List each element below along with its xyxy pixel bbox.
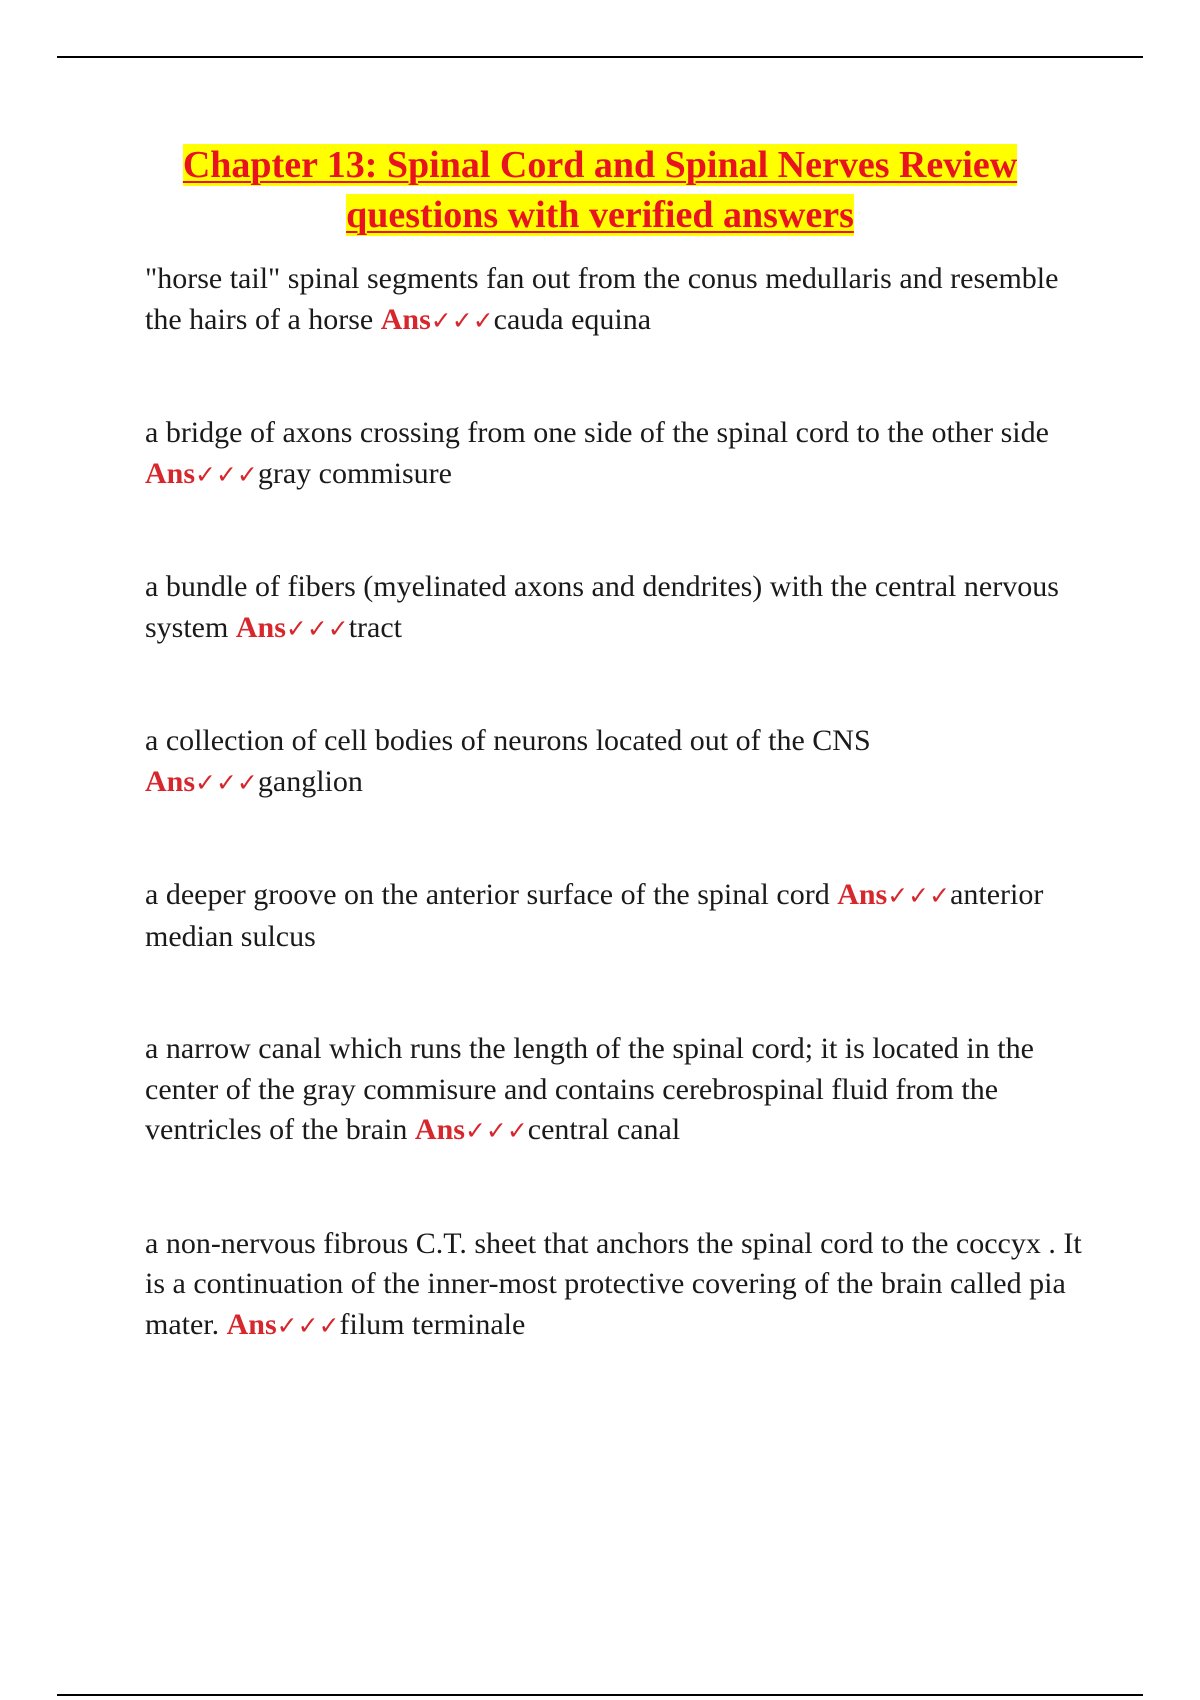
- answer-label: Ans: [414, 1113, 465, 1146]
- answer-text: anterior median sulcus: [145, 878, 1044, 953]
- check-marks-icon: ✓✓✓: [195, 767, 258, 797]
- answer-label: Ans: [145, 456, 196, 490]
- qa-item: [145, 259, 1085, 341]
- question-text: a narrow canal which runs the length of the spinal cord; it is located in the center of the gray commisure and contains cerebrospinal fluid from the ventricles of the brain: [145, 1032, 1034, 1146]
- check-marks-icon: ✓✓✓: [195, 459, 258, 489]
- answer-text: central canal: [527, 1113, 681, 1146]
- question-text: a bridge of axons crossing from one side of the spinal cord to the other side: [145, 416, 1049, 449]
- question-text: "horse tail" spinal segments fan out from the conus medullaris and resemble the hairs of a horse: [145, 262, 1059, 336]
- check-marks-icon: ✓✓✓: [887, 881, 951, 910]
- check-marks-icon: ✓✓✓: [276, 1310, 340, 1340]
- answer-text: cauda equina: [493, 302, 652, 336]
- qa-item: [145, 875, 1085, 957]
- answer-text: ganglion: [257, 764, 363, 798]
- qa-item: [145, 413, 1085, 495]
- answer-label: Ans: [235, 610, 286, 644]
- answer-text: tract: [348, 610, 403, 644]
- question-text: a deeper groove on the anterior surface of the spinal cord: [145, 878, 830, 911]
- answer-label: Ans: [837, 878, 888, 911]
- question-text: a non-nervous fibrous C.T. sheet that anchors the spinal cord to the coccyx . It is a continuation of the inner-most protective covering of the brain called pia mater.: [145, 1226, 1082, 1341]
- check-marks-icon: ✓✓✓: [464, 1116, 528, 1145]
- title-line-2: questions with verified answers: [346, 194, 854, 236]
- check-marks-icon: ✓✓✓: [285, 613, 349, 643]
- answer-label: Ans: [226, 1307, 277, 1341]
- check-marks-icon: ✓✓✓: [430, 305, 494, 335]
- answer-label: Ans: [145, 764, 196, 798]
- qa-item: [145, 721, 1085, 803]
- qa-list: [145, 259, 1085, 1346]
- qa-item: [145, 1029, 1085, 1152]
- title-line-1: Chapter 13: Spinal Cord and Spinal Nerves Review: [182, 144, 1018, 186]
- answer-label: Ans: [380, 302, 431, 336]
- footer-rule: [57, 1694, 1143, 1696]
- qa-item: [145, 1224, 1085, 1347]
- answer-text: gray commisure: [257, 456, 452, 490]
- header-rule: [57, 56, 1143, 58]
- qa-item: [145, 567, 1085, 649]
- question-text: a collection of cell bodies of neurons located out of the CNS: [145, 724, 871, 757]
- answer-text: filum terminale: [339, 1307, 526, 1341]
- document-title: [100, 140, 1100, 240]
- question-text: a bundle of fibers (myelinated axons and dendrites) with the central nervous system: [145, 570, 1059, 644]
